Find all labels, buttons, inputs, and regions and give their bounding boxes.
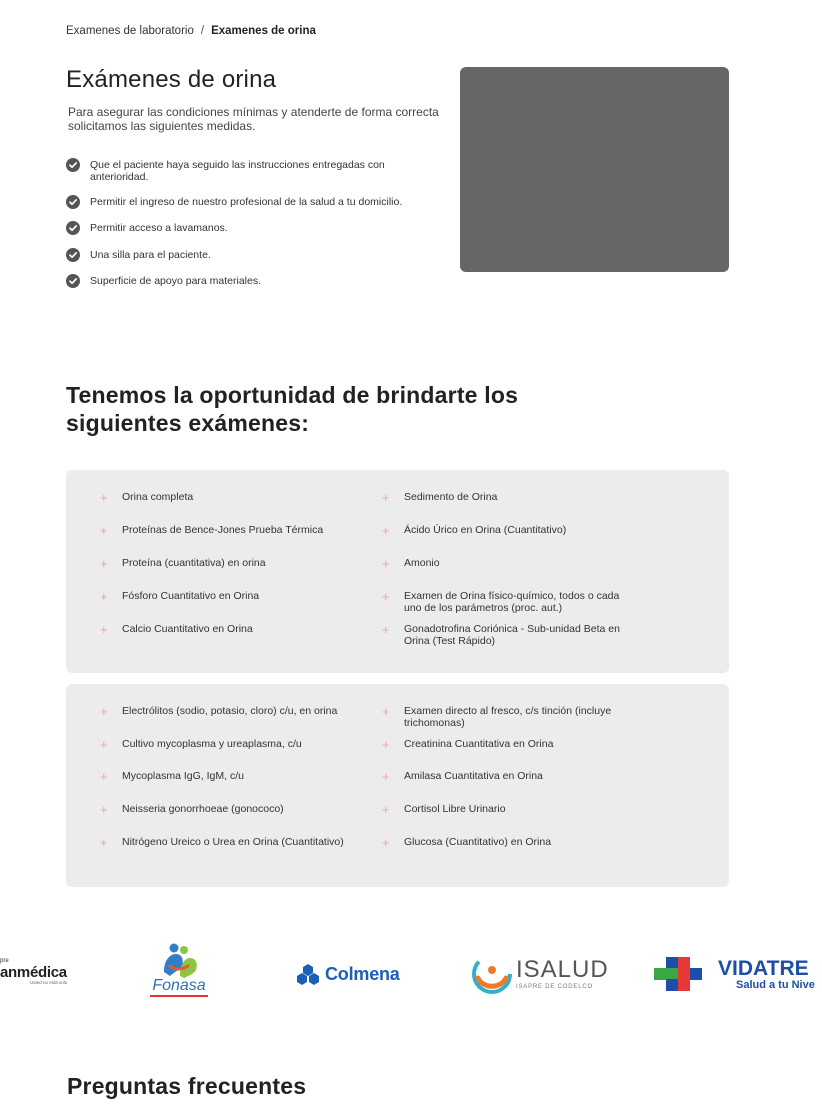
exam-item	[382, 837, 642, 849]
requirements-list	[66, 159, 446, 302]
colmena-hexagons-icon	[295, 963, 321, 985]
exam-name: Neisseria gonorrhoeae (gonococo)	[122, 803, 284, 815]
plus-icon: +	[382, 523, 390, 538]
colmena-name: Colmena	[325, 963, 400, 984]
fonasa-underline	[150, 995, 208, 997]
breadcrumb	[66, 25, 316, 37]
banmedica-name: anmédica	[0, 964, 67, 981]
breadcrumb-current: Examenes de orina	[211, 25, 316, 37]
exam-item	[382, 591, 627, 614]
plus-icon: +	[100, 490, 108, 505]
plus-icon: +	[100, 704, 108, 719]
plus-icon: +	[382, 622, 390, 637]
plus-icon: +	[100, 622, 108, 637]
exam-item	[100, 591, 360, 603]
intro-section	[66, 66, 456, 133]
exam-name: Examen de Orina físico-químico, todos o cada uno de los parámetros (proc. aut.)	[404, 590, 620, 614]
exam-name: Gonadotrofina Coriónica - Sub-unidad Beta en Orina (Test Rápido)	[404, 623, 620, 647]
plus-icon: +	[382, 737, 390, 752]
isalud-tagline: ISAPRE DE CODELCO	[516, 984, 593, 990]
requirement-item	[66, 196, 446, 210]
banmedica-logo[interactable]	[0, 958, 80, 990]
exam-item	[100, 771, 360, 783]
plus-icon: +	[100, 802, 108, 817]
faq-title: Preguntas frecuentes	[67, 1073, 307, 1099]
breadcrumb-link-laboratorio[interactable]: Examenes de laboratorio	[66, 25, 194, 37]
exam-card	[66, 470, 729, 673]
requirement-text: Una silla para el paciente.	[90, 248, 211, 261]
exam-name: Amilasa Cuantitativa en Orina	[404, 770, 543, 782]
exam-item	[382, 624, 637, 647]
fonasa-name: Fonasa	[152, 977, 206, 994]
exam-item	[100, 525, 360, 537]
banmedica-prefix: pre	[0, 958, 9, 964]
requirement-text: Superficie de apoyo para materiales.	[90, 275, 262, 287]
exam-item	[382, 706, 632, 729]
plus-icon: +	[100, 737, 108, 752]
exam-item	[100, 804, 360, 816]
check-circle-icon	[66, 158, 80, 172]
plus-icon: +	[382, 556, 390, 571]
exam-card	[66, 684, 729, 887]
requirement-item	[66, 159, 446, 183]
exam-name: Fósforo Cuantitativo en Orina	[122, 590, 260, 602]
requirement-item	[66, 222, 446, 236]
isalud-name: ISALUD	[516, 956, 609, 983]
exam-name: Calcio Cuantitativo en Orina	[122, 623, 253, 635]
exam-item	[100, 492, 360, 504]
check-circle-icon	[66, 248, 80, 262]
exam-name: Glucosa (Cuantitativo) en Orina	[404, 836, 552, 848]
vidatres-text	[718, 958, 815, 991]
check-circle-icon	[66, 195, 80, 209]
requirement-item	[66, 275, 446, 289]
exam-name: Orina completa	[122, 491, 194, 503]
banmedica-tagline: Usted no está solo	[30, 980, 68, 985]
plus-icon: +	[382, 490, 390, 505]
exam-item	[100, 837, 360, 849]
exam-item	[100, 558, 360, 570]
colmena-logo[interactable]	[295, 962, 400, 986]
exam-name: Proteína (cuantitativa) en orina	[122, 557, 266, 569]
exam-name: Sedimento de Orina	[404, 491, 498, 503]
exam-item	[100, 624, 360, 636]
plus-icon: +	[382, 802, 390, 817]
check-circle-icon	[66, 221, 80, 235]
breadcrumb-separator: /	[200, 25, 205, 37]
isalud-swirl-icon	[472, 954, 512, 994]
exam-name: Creatinina Cuantitativa en Orina	[404, 738, 554, 750]
plus-icon: +	[382, 704, 390, 719]
exam-item	[382, 804, 642, 816]
exam-item	[382, 558, 642, 570]
check-circle-icon	[66, 274, 80, 288]
exam-item	[100, 706, 360, 718]
exam-item	[382, 771, 642, 783]
plus-icon: +	[100, 835, 108, 850]
exam-name: Proteínas de Bence-Jones Prueba Térmica	[122, 524, 324, 536]
fonasa-logo[interactable]	[146, 942, 212, 1002]
exam-item	[382, 492, 642, 504]
exam-name: Ácido Úrico en Orina (Cuantitativo)	[404, 524, 567, 536]
exam-name: Mycoplasma IgG, IgM, c/u	[122, 770, 244, 782]
vidatres-logo[interactable]	[654, 957, 822, 991]
plus-icon: +	[382, 589, 390, 604]
vidatres-cross-icon	[654, 957, 712, 991]
exam-name: Nitrógeno Ureico o Urea en Orina (Cuantitativo)	[122, 836, 344, 848]
fonasa-family-icon	[156, 942, 202, 980]
exam-grid	[66, 684, 729, 887]
requirement-text: Permitir el ingreso de nuestro profesional de la salud a tu domicilio.	[90, 195, 403, 208]
plus-icon: +	[382, 835, 390, 850]
exam-grid	[66, 470, 729, 673]
exam-name: Amonio	[404, 557, 440, 569]
exam-name: Electrólitos (sodio, potasio, cloro) c/u, en orina	[122, 705, 338, 717]
isalud-logo[interactable]	[472, 954, 609, 994]
plus-icon: +	[100, 556, 108, 571]
plus-icon: +	[100, 769, 108, 784]
requirement-text: Permitir acceso a lavamanos.	[90, 222, 228, 234]
vidatres-name: VIDATRE	[718, 957, 809, 980]
plus-icon: +	[100, 523, 108, 538]
media-placeholder	[460, 67, 729, 272]
exam-name: Cultivo mycoplasma y ureaplasma, c/u	[122, 738, 302, 750]
exam-item	[100, 739, 360, 751]
page-title: Exámenes de orina	[66, 66, 277, 93]
plus-icon: +	[100, 589, 108, 604]
isalud-text	[516, 957, 609, 991]
exam-item	[382, 525, 642, 537]
intro-description: Para asegurar las condiciones mínimas y atenderte de forma correcta solicitamos las siguientes medidas.	[68, 105, 439, 133]
plus-icon: +	[382, 769, 390, 784]
requirement-text: Que el paciente haya seguido las instrucciones entregadas con anterioridad.	[90, 159, 385, 183]
insurers-logos-strip	[0, 938, 822, 1008]
exam-name: Examen directo al fresco, c/s tinción (incluye trichomonas)	[404, 705, 612, 729]
exam-item	[382, 739, 642, 751]
requirement-item	[66, 249, 446, 263]
exam-name: Cortisol Libre Urinario	[404, 803, 506, 815]
vidatres-tagline: Salud a tu Nive	[736, 978, 815, 991]
exams-section-title: Tenemos la oportunidad de brindarte los siguientes exámenes:	[66, 382, 519, 436]
